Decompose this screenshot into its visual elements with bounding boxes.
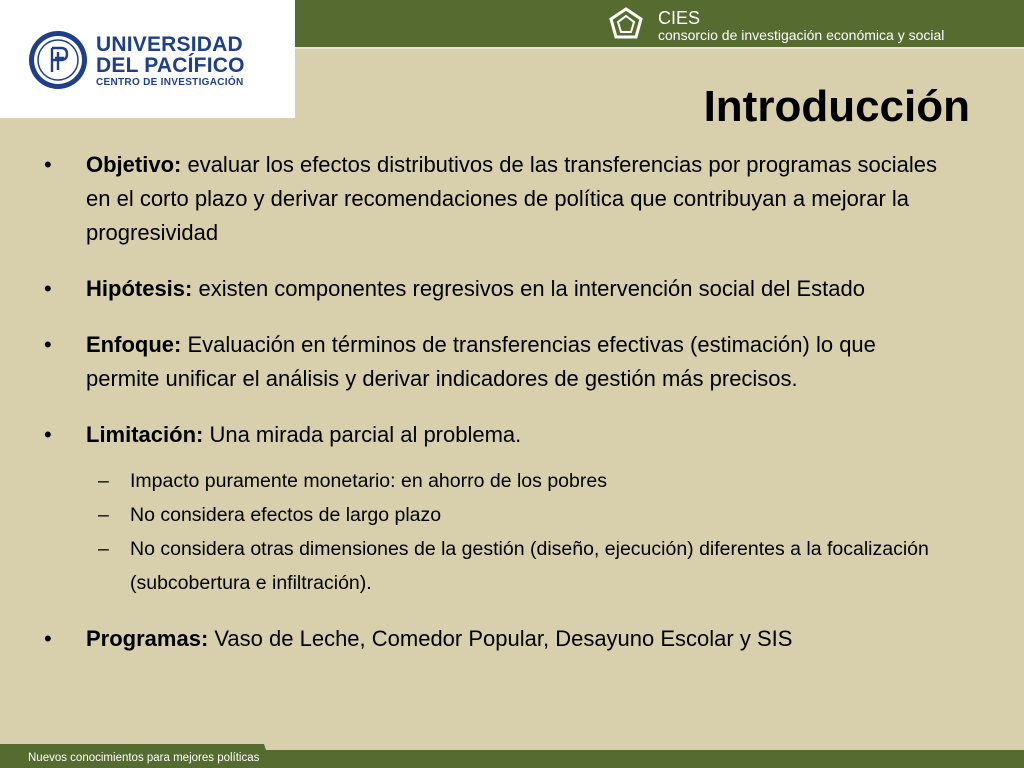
sub-bullet-text: Impacto puramente monetario: en ahorro de los pobres — [130, 470, 607, 492]
bullet-text: evaluar los efectos distributivos de las transferencias por programas sociales en el corto plazo y derivar recomendaciones de política que contribuyan a mejorar la progresividad — [86, 152, 938, 245]
bullet-label: Hipótesis: — [86, 276, 193, 301]
sub-bullet-dash: – — [98, 470, 109, 492]
bullet-text: Vaso de Leche, Comedor Popular, Desayuno Escolar y SIS — [208, 626, 793, 651]
bullet-label: Objetivo: — [86, 152, 182, 177]
sub-bullet-dash: – — [98, 538, 109, 560]
org-tagline: consorcio de investigación económica y social — [658, 27, 945, 43]
bullet-enfoque — [44, 328, 954, 396]
slide-body — [44, 148, 954, 678]
logo-line-1: UNIVERSIDAD — [96, 33, 243, 56]
bullet-hipotesis — [44, 272, 954, 306]
bullet-dot: • — [44, 276, 52, 301]
sub-bullet — [44, 532, 954, 600]
university-logo — [0, 0, 295, 118]
bullet-dot: • — [44, 332, 52, 357]
bullet-dot: • — [44, 422, 52, 447]
logo-line-2: DEL PACÍFICO — [96, 54, 245, 77]
footer-text: Nuevos conocimientos para mejores políticas — [28, 752, 260, 764]
bullet-text: Evaluación en términos de transferencias efectivas (estimación) lo que permite unificar el análisis y derivar indicadores de gestión más precisos. — [86, 332, 876, 391]
sub-bullet — [44, 464, 954, 498]
bullet-dot: • — [44, 626, 52, 651]
pentagon-logo-icon — [608, 6, 644, 42]
university-logo-text — [96, 34, 245, 89]
limitacion-sub-list — [44, 464, 954, 600]
bullet-objetivo — [44, 148, 954, 250]
bullet-limitacion — [44, 418, 954, 452]
sub-bullet-text: No considera otras dimensiones de la gestión (diseño, ejecución) diferentes a la focalización (subcobertura e infiltración). — [130, 538, 929, 594]
sub-bullet-dash: – — [98, 504, 109, 526]
header-divider — [295, 47, 1024, 49]
bullet-text: existen componentes regresivos en la intervención social del Estado — [192, 276, 865, 301]
bullet-label: Limitación: — [86, 422, 204, 447]
bullet-dot: • — [44, 152, 52, 177]
logo-line-3: CENTRO DE INVESTIGACIÓN — [96, 77, 244, 88]
bullet-label: Programas: — [86, 626, 209, 651]
sub-bullet — [44, 498, 954, 532]
bullet-programas — [44, 622, 954, 656]
university-seal-icon — [28, 30, 88, 90]
bullet-label: Enfoque: — [86, 332, 182, 357]
sub-bullet-text: No considera efectos de largo plazo — [130, 504, 442, 526]
bullet-text: Una mirada parcial al problema. — [203, 422, 522, 447]
slide-title: Introducción — [703, 82, 970, 131]
org-name: CIES — [658, 8, 701, 28]
